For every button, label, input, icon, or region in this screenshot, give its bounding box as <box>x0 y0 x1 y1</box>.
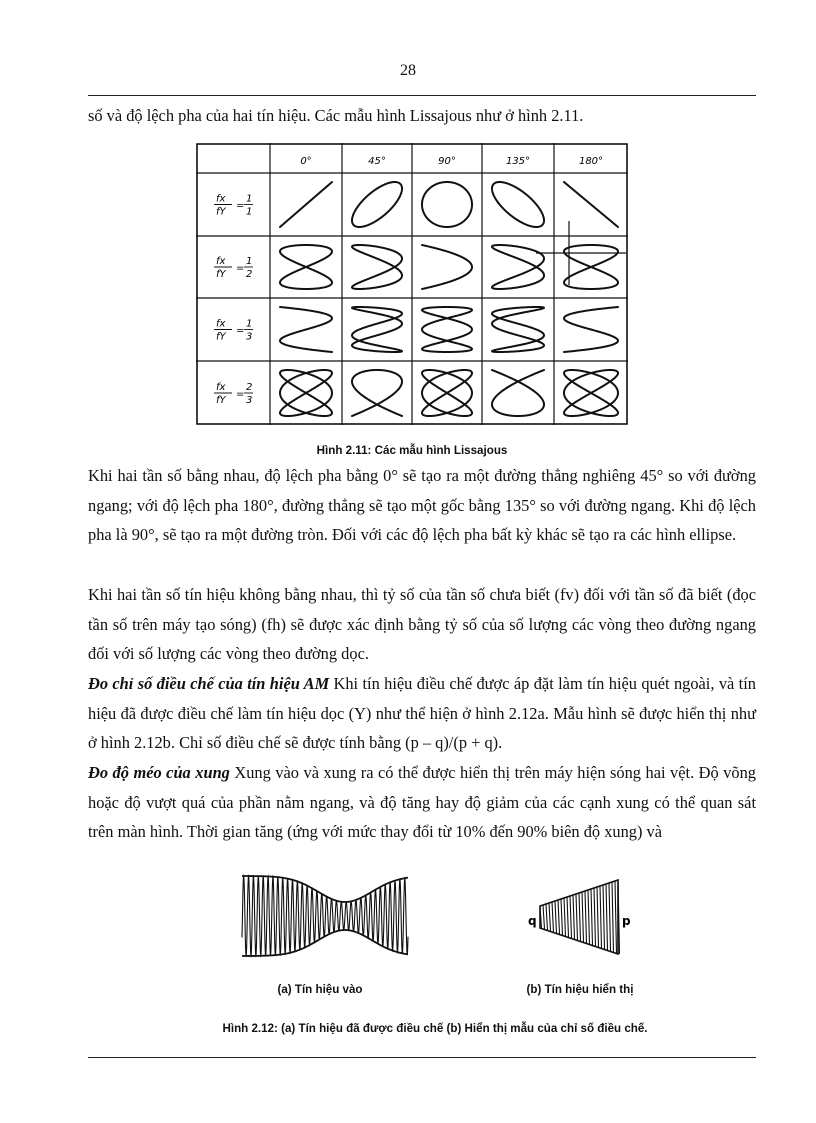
am-input-waveform <box>240 870 412 962</box>
svg-text:1: 1 <box>246 206 253 218</box>
lissajous-curve <box>492 182 544 227</box>
phase-header: 135° <box>505 156 531 167</box>
phase-header: 90° <box>438 156 456 167</box>
trapezoid-fill <box>540 880 620 954</box>
lissajous-curve <box>422 307 472 352</box>
lissajous-curve <box>352 245 402 289</box>
svg-text:=: = <box>236 263 245 274</box>
lissajous-curve <box>352 370 402 416</box>
lissajous-curve <box>422 370 472 416</box>
frequency-ratio-label <box>214 194 253 218</box>
lissajous-curve <box>280 370 332 416</box>
am-lead: Đo chỉ số điều chế của tín hiệu AM <box>88 674 330 693</box>
svg-text:fY: fY <box>216 331 226 343</box>
lissajous-curve <box>422 245 472 289</box>
label-q: q <box>528 914 537 928</box>
footer-rule <box>88 1057 756 1058</box>
lissajous-curve <box>352 307 402 352</box>
trapezoid-display <box>520 878 640 956</box>
svg-text:1: 1 <box>246 318 253 330</box>
lissajous-curve <box>492 370 544 416</box>
paragraph-unequal-frequency: Khi hai tần số tín hiệu không bằng nhau, thì tỷ số của tần số chưa biết (fv) đối với tần số đã biết (đọc tần số trên máy tạo sóng) (fh) sẽ được xác định bằng tỷ số của số lượng các vòng theo đường ngang đối với số lượng các vòng theo đường dọc. <box>88 585 756 664</box>
lissajous-curve <box>492 307 544 352</box>
lissajous-curve <box>564 370 618 416</box>
svg-text:3: 3 <box>246 331 253 343</box>
fig-2-12b-caption: (b) Tín hiệu hiển thị <box>526 983 634 996</box>
svg-text:fx: fx <box>216 256 226 267</box>
paragraph-am-modulation <box>88 669 756 758</box>
frequency-ratio-label <box>214 256 253 280</box>
pulse-lead: Đo độ méo của xung <box>88 763 230 782</box>
svg-text:=: = <box>236 200 245 212</box>
frequency-ratio-label <box>214 319 253 343</box>
lissajous-table <box>196 143 628 425</box>
svg-text:2: 2 <box>246 269 253 280</box>
header-rule <box>88 95 756 96</box>
lissajous-curve <box>564 245 618 289</box>
phase-header: 0° <box>300 156 312 167</box>
am-carrier <box>242 876 408 956</box>
svg-text:fx: fx <box>216 193 226 205</box>
fig-2-12-caption: Hình 2.12: (a) Tín hiệu đã được điều chế (b) Hiển thị mẫu của chỉ số điều chế. <box>222 1022 648 1035</box>
page-number: 28 <box>400 62 416 79</box>
frequency-ratio-label <box>214 382 253 406</box>
paragraph-pulse-distortion <box>88 758 756 847</box>
lissajous-curve <box>564 182 618 227</box>
intro-line: số và độ lệch pha của hai tín hiệu. Các mẫu hình Lissajous như ở hình 2.11. <box>88 106 584 125</box>
lissajous-curve <box>492 245 544 289</box>
lissajous-curve <box>352 182 402 227</box>
svg-text:=: = <box>236 389 245 400</box>
svg-text:fY: fY <box>216 395 226 406</box>
pulse-text: Xung vào và xung ra có thể được hiển thị trên máy hiện sóng hai vệt. Độ võng hoặc độ vượt quá của phần nằm ngang, và độ tăng hay độ giảm của các cạnh xung có thể quan sát trên màn hình. Thời gian tăng (ứng với mức thay đổi từ 10% đến 90% biên độ xung) và <box>88 763 756 842</box>
svg-text:fY: fY <box>216 269 226 280</box>
lissajous-curve <box>280 245 332 289</box>
am-text: Khi tín hiệu điều chế được áp đặt làm tín hiệu quét ngoài, và tín hiệu đã được điều chế làm tín hiệu dọc (Y) như thể hiện ở hình 2.12a. Mẫu hình sẽ được hiển thị như ở hình 2.12b. Chỉ số điều chế sẽ được tính bằng (p – q)/(p + q). <box>88 674 756 753</box>
lissajous-curve <box>280 182 332 227</box>
phase-header: 180° <box>578 156 604 167</box>
svg-text:2: 2 <box>246 382 253 393</box>
lissajous-curve <box>564 307 618 352</box>
fig-2-12a-caption: (a) Tín hiệu vào <box>277 983 363 996</box>
phase-header: 45° <box>368 156 386 167</box>
svg-text:fx: fx <box>216 318 226 330</box>
svg-text:fY: fY <box>216 206 226 218</box>
svg-text:1: 1 <box>246 256 253 267</box>
lissajous-curve <box>422 182 472 227</box>
label-p: p <box>622 914 631 928</box>
svg-text:1: 1 <box>246 193 253 205</box>
fig-2-11-caption: Hình 2.11: Các mẫu hình Lissajous <box>316 444 508 457</box>
svg-text:3: 3 <box>246 395 253 406</box>
svg-text:fx: fx <box>216 382 226 393</box>
lissajous-curve <box>280 307 332 352</box>
paragraph-equal-frequency: Khi hai tần số bằng nhau, độ lệch pha bằng 0° sẽ tạo ra một đường thẳng nghiêng 45° so với đường ngang; với độ lệch pha 180°, đường thẳng sẽ tạo một gốc bằng 135° so với đường ngang. Khi độ lệch pha là 90°, sẽ tạo ra một đường tròn. Đối với các độ lệch pha bất kỳ khác sẽ tạo ra các hình ellipse. <box>88 466 756 545</box>
svg-text:=: = <box>236 325 245 337</box>
